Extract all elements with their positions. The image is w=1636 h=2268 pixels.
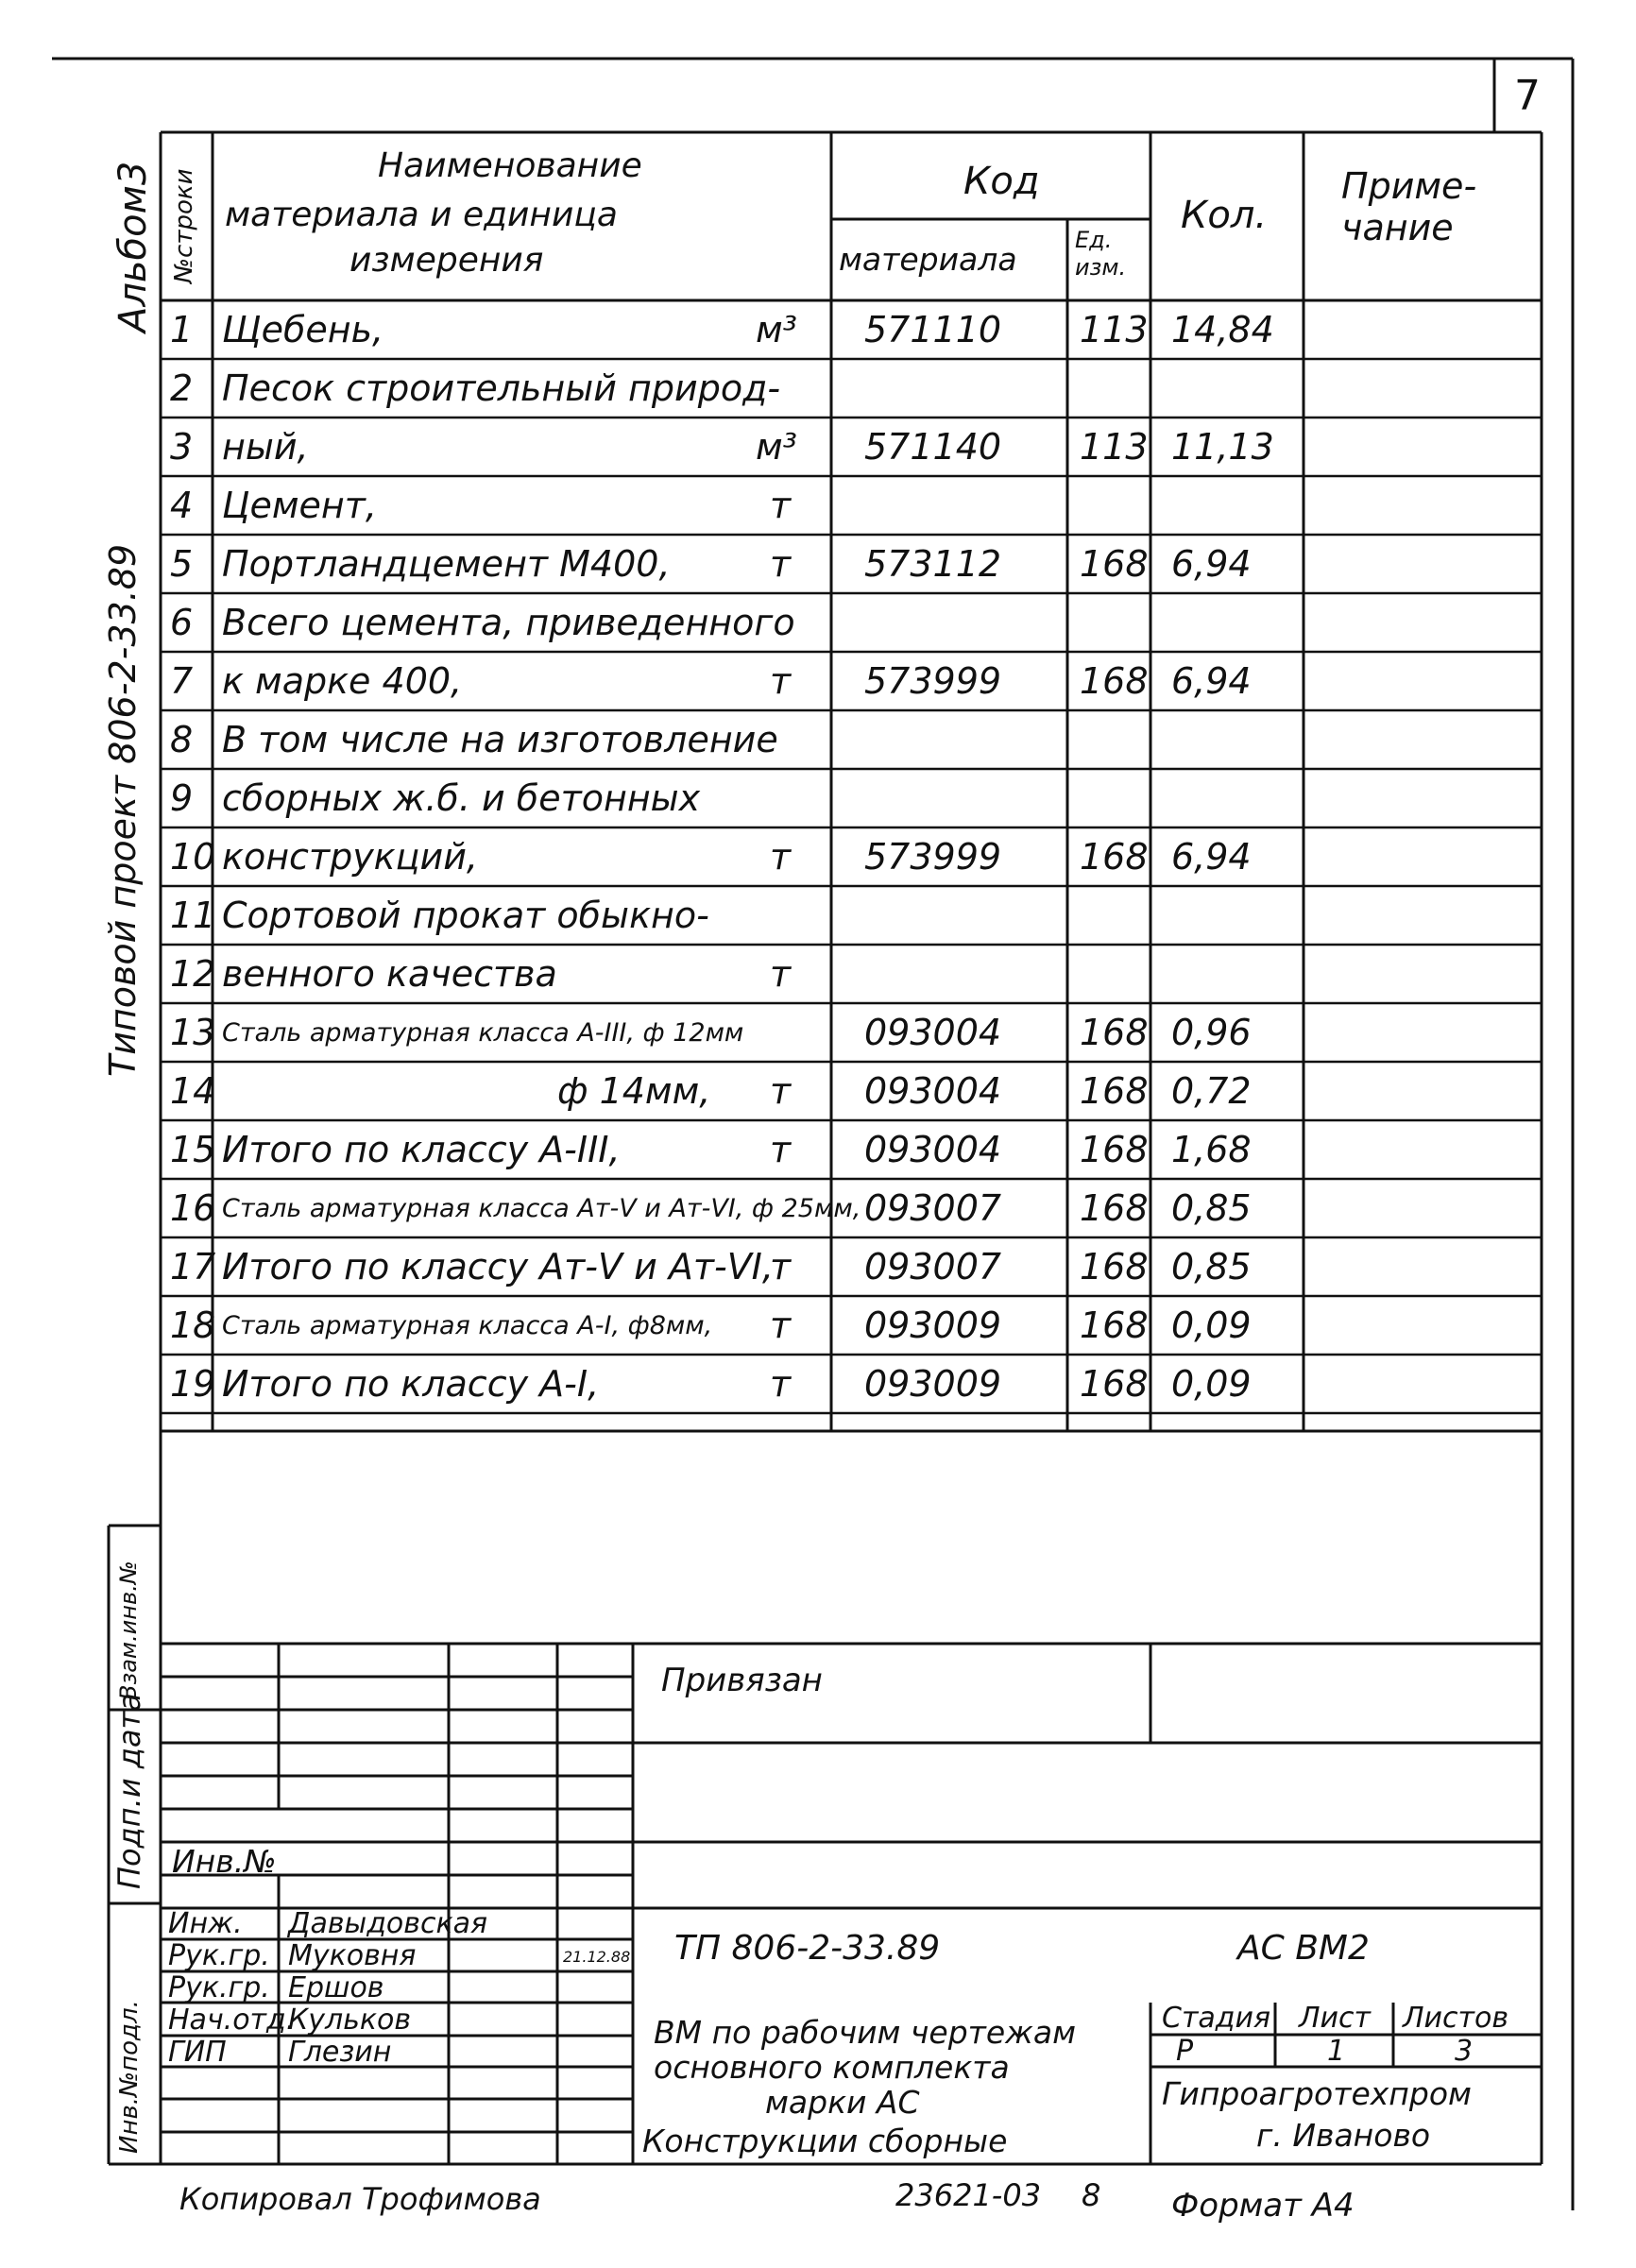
unit: т — [770, 1246, 792, 1287]
archive-number: 23621-03 — [895, 2177, 1042, 2213]
quantity: 1,68 — [1171, 1129, 1252, 1170]
row-number: 17 — [170, 1246, 216, 1287]
quantity: 6,94 — [1171, 660, 1252, 702]
material-name: Щебень, — [222, 309, 384, 350]
unit-code: 168 — [1080, 543, 1149, 585]
unit-code: 168 — [1080, 1129, 1149, 1170]
row-number: 18 — [170, 1305, 216, 1346]
material-code: 093004 — [864, 1129, 1002, 1170]
qty-header: Кол. — [1181, 194, 1268, 237]
material-code: 573112 — [864, 543, 1002, 585]
material-code: 093007 — [864, 1187, 1002, 1229]
row-number: 14 — [170, 1070, 216, 1112]
quantity: 0,85 — [1171, 1187, 1252, 1229]
inv-orig-label: Инв.№подл. — [115, 2000, 144, 2154]
inv-replace-label: Взам.инв.№ — [115, 1560, 142, 1700]
quantity: 14,84 — [1171, 309, 1274, 350]
material-code: 573999 — [864, 660, 1002, 702]
unit: м³ — [756, 309, 797, 350]
material-name: В том числе на изготовление — [222, 719, 778, 760]
name-header-1: Наименование — [378, 146, 642, 185]
project-label: Типовой проект 806-2-33.89 — [102, 543, 144, 1077]
material-name: сборных ж.б. и бетонных — [222, 777, 701, 819]
person-name: Глезин — [288, 2036, 392, 2069]
sheets-label: Листов — [1403, 2002, 1509, 2035]
stage-label: Стадия — [1162, 2002, 1271, 2035]
unit-code: 168 — [1080, 1246, 1149, 1287]
material-name: Итого по классу А-III, — [222, 1129, 621, 1170]
code-unit-header: Ед. изм. — [1075, 227, 1127, 281]
material-name: ф 14мм, — [557, 1070, 711, 1112]
sign-date-label: Подп.и дата — [111, 1693, 147, 1889]
sign-date: 21.12.88 — [563, 1948, 631, 1966]
quantity: 0,85 — [1171, 1246, 1252, 1287]
person-name: Ершов — [288, 1971, 384, 2004]
material-name: Сталь арматурная класса А-III, ф 12мм — [222, 1018, 744, 1048]
name-header-2: материала и единица — [225, 196, 618, 234]
unit: т — [770, 485, 792, 526]
page-number: 7 — [1514, 72, 1541, 120]
material-name: Сталь арматурная класса А-I, ф8мм, — [222, 1311, 713, 1340]
doc-title-4: Конструкции сборные — [642, 2123, 1008, 2159]
material-code: 571110 — [864, 309, 1002, 350]
row-number-header: №строки — [170, 168, 198, 283]
unit: т — [770, 953, 792, 995]
role-title: Рук.гр. — [168, 1971, 270, 2004]
row-number: 6 — [170, 602, 194, 643]
note-header-2: чание — [1341, 207, 1454, 248]
material-code: 573999 — [864, 836, 1002, 878]
album-label: Альбом3 — [111, 161, 155, 333]
unit-code: 168 — [1080, 836, 1149, 878]
quantity: 6,94 — [1171, 836, 1252, 878]
person-name: Муковня — [288, 1939, 417, 1972]
material-code: 093004 — [864, 1070, 1002, 1112]
row-number: 7 — [170, 660, 194, 702]
row-number: 4 — [170, 485, 194, 526]
material-name: Итого по классу Ат-V и Ат-VI, — [222, 1246, 774, 1287]
unit: т — [770, 660, 792, 702]
row-number: 12 — [170, 953, 216, 995]
row-number: 1 — [170, 309, 194, 350]
quantity: 0,96 — [1171, 1012, 1252, 1053]
quantity: 6,94 — [1171, 543, 1252, 585]
org-city: г. Иваново — [1256, 2117, 1431, 2154]
sheet-value: 1 — [1327, 2035, 1346, 2068]
doc-code: ТП 806-2-33.89 — [674, 1929, 941, 1968]
unit-code: 168 — [1080, 1305, 1149, 1346]
format-label: Формат А4 — [1171, 2187, 1355, 2225]
sheet-label: Лист — [1299, 2002, 1372, 2035]
unit-code: 168 — [1080, 1012, 1149, 1053]
row-number: 10 — [170, 836, 216, 878]
copied-by: Копировал Трофимова — [179, 2181, 541, 2217]
privyazan-label: Привязан — [661, 1662, 823, 1699]
row-number: 19 — [170, 1363, 216, 1405]
row-number: 13 — [170, 1012, 216, 1053]
unit-code: 168 — [1080, 1363, 1149, 1405]
unit-code: 113 — [1080, 426, 1149, 468]
material-name: конструкций, — [222, 836, 478, 878]
material-name: Сталь арматурная класса Ат-V и Ат-VI, ф 25мм, — [222, 1194, 861, 1223]
person-name: Кульков — [288, 2004, 412, 2037]
role-title: Инж. — [168, 1907, 243, 1940]
code-material-header: материала — [839, 241, 1017, 278]
unit: т — [770, 1129, 792, 1170]
row-number: 11 — [170, 895, 216, 936]
unit: т — [770, 1363, 792, 1405]
stage-value: Р — [1176, 2035, 1194, 2068]
row-number: 3 — [170, 426, 194, 468]
doc-title-3: марки АС — [765, 2084, 920, 2121]
unit-code: 113 — [1080, 309, 1149, 350]
material-code: 093009 — [864, 1363, 1002, 1405]
material-name: венного качества — [222, 953, 557, 995]
material-name: Цемент, — [222, 485, 377, 526]
person-name: Давыдовская — [288, 1907, 488, 1940]
unit: т — [770, 1070, 792, 1112]
material-name: Сортовой прокат обыкно- — [222, 895, 709, 936]
role-title: ГИП — [168, 2036, 227, 2069]
note-header-1: Приме- — [1341, 165, 1477, 207]
doc-mark: АС ВМ2 — [1237, 1929, 1370, 1968]
material-name: Итого по классу А-I, — [222, 1363, 600, 1405]
material-name: Всего цемента, приведенного — [222, 602, 795, 643]
material-name: Песок строительный природ- — [222, 367, 781, 409]
unit-code: 168 — [1080, 1070, 1149, 1112]
row-number: 8 — [170, 719, 194, 760]
unit: т — [770, 1305, 792, 1346]
role-title: Рук.гр. — [168, 1939, 270, 1972]
row-number: 15 — [170, 1129, 216, 1170]
sheets-value: 3 — [1455, 2035, 1474, 2068]
role-title: Нач.отд. — [168, 2004, 296, 2037]
material-name: Портландцемент М400, — [222, 543, 671, 585]
material-name: ный, — [222, 426, 309, 468]
inv-no-label: Инв.№ — [172, 1843, 277, 1880]
unit-code: 168 — [1080, 660, 1149, 702]
unit: т — [770, 836, 792, 878]
doc-title-2: основного комплекта — [654, 2049, 1010, 2086]
quantity: 0,09 — [1171, 1305, 1252, 1346]
material-code: 093009 — [864, 1305, 1002, 1346]
archive-page: 8 — [1082, 2177, 1101, 2213]
unit-code: 168 — [1080, 1187, 1149, 1229]
row-number: 16 — [170, 1187, 216, 1229]
material-code: 093007 — [864, 1246, 1002, 1287]
quantity: 0,72 — [1171, 1070, 1252, 1112]
material-code: 571140 — [864, 426, 1002, 468]
code-header: Код — [963, 160, 1040, 203]
name-header-3: измерения — [349, 241, 544, 280]
row-number: 5 — [170, 543, 194, 585]
row-number: 2 — [170, 367, 194, 409]
unit: м³ — [756, 426, 797, 468]
unit: т — [770, 543, 792, 585]
org-name: Гипроагротехпром — [1162, 2075, 1472, 2112]
quantity: 11,13 — [1171, 426, 1274, 468]
doc-title-1: ВМ по рабочим чертежам — [654, 2014, 1077, 2051]
row-number: 9 — [170, 777, 194, 819]
material-code: 093004 — [864, 1012, 1002, 1053]
quantity: 0,09 — [1171, 1363, 1252, 1405]
material-name: к марке 400, — [222, 660, 463, 702]
